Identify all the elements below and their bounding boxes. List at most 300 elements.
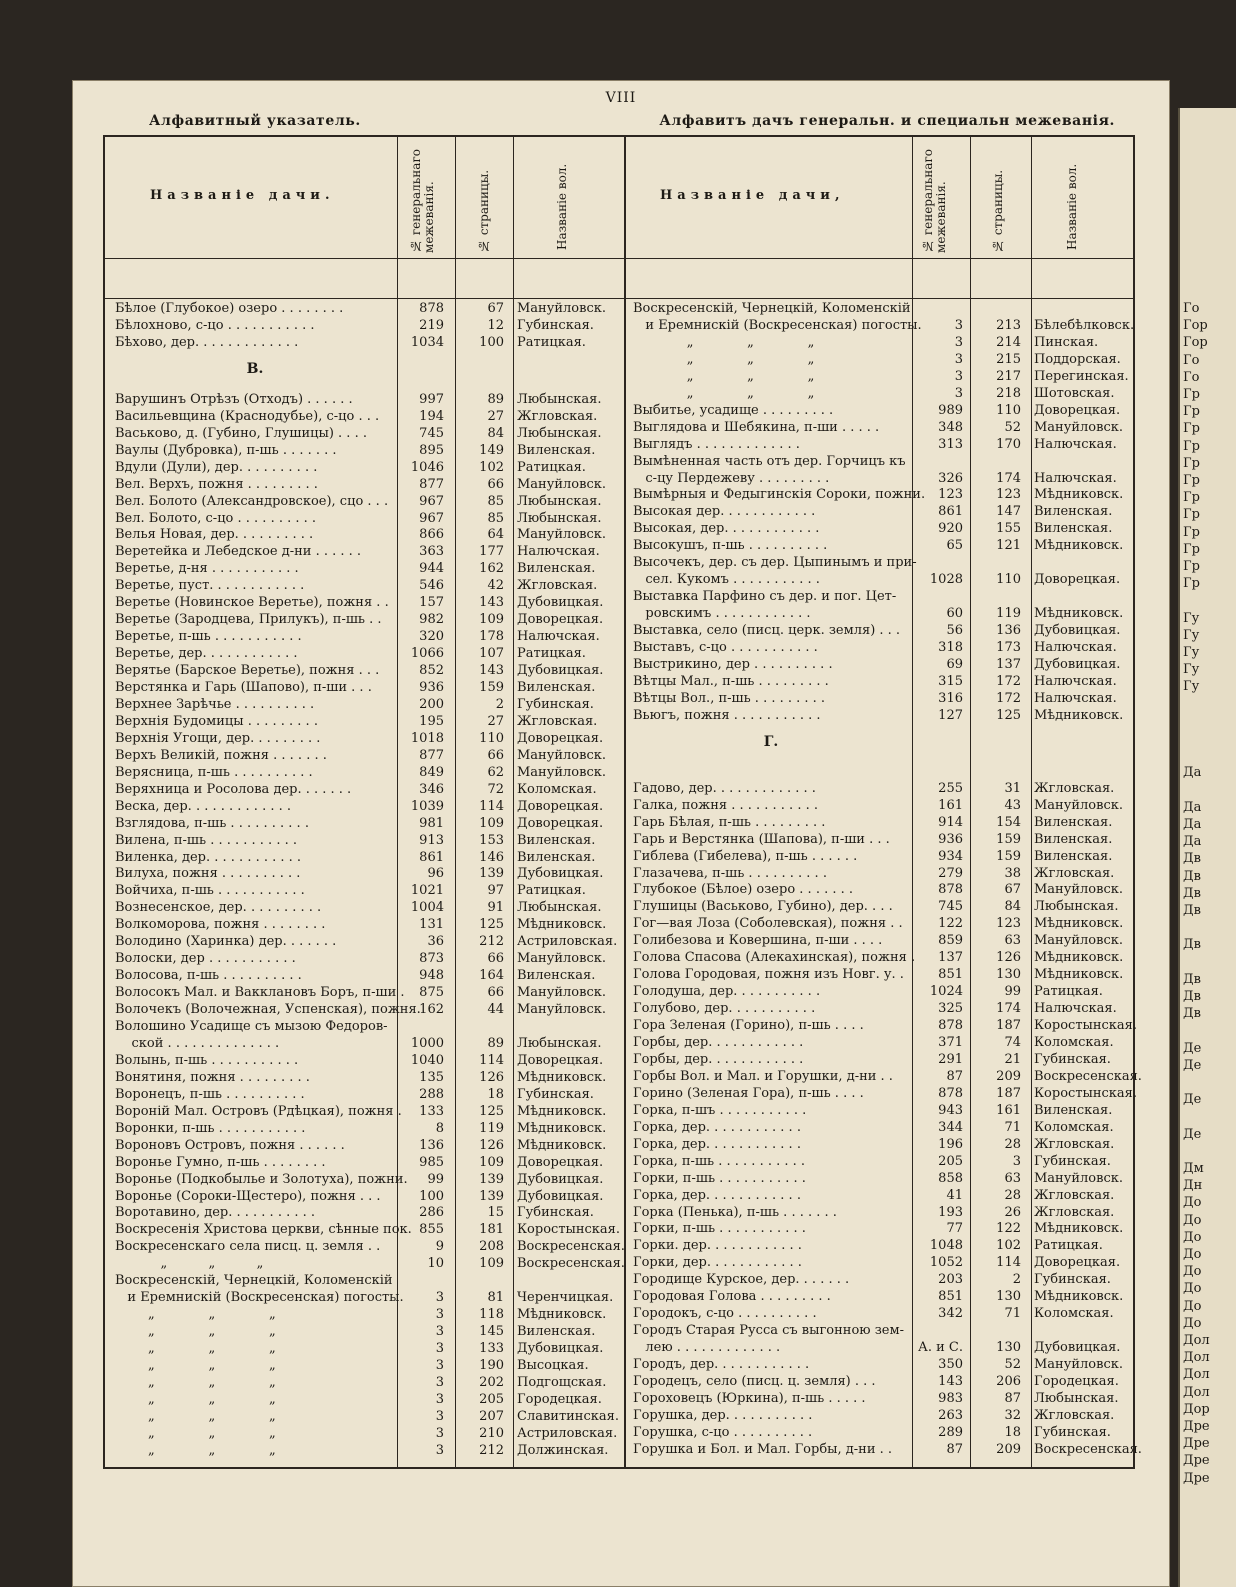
entry-name: сел. Кукомъ . . . . . . . . . . . xyxy=(633,572,820,588)
entry-page: 63 xyxy=(1004,933,1021,949)
entry-gen-mezh: 36 xyxy=(427,934,444,950)
entry-page: 159 xyxy=(996,831,1021,847)
adjacent-page-fragment: Да xyxy=(1183,765,1202,781)
entry-volost: Коломская. xyxy=(517,781,597,797)
entry-name: Выглядъ . . . . . . . . . . . . . xyxy=(633,436,800,452)
entry-volost: Налючская. xyxy=(1034,673,1117,689)
entry-gen-mezh: 967 xyxy=(419,493,444,509)
adjacent-page-fragment: Гу xyxy=(1183,679,1200,695)
entry-volost: Мѣдниковск. xyxy=(1034,1221,1124,1237)
entry-volost: Мѣдниковск. xyxy=(517,917,607,933)
entry-gen-mezh: 316 xyxy=(938,690,963,706)
adjacent-page-fragment: Де xyxy=(1183,1057,1202,1073)
entry-name: Васильевщина (Краснодубье), с-цо . . . xyxy=(115,408,380,424)
entry-volost: Виленская. xyxy=(1034,814,1113,830)
entry-gen-mezh: 983 xyxy=(938,1390,963,1406)
adjacent-page-fragment: Гр xyxy=(1183,541,1200,557)
entry-page: 170 xyxy=(996,436,1021,452)
entry-gen-mezh: 3 xyxy=(435,1341,444,1357)
entry-gen-mezh: 342 xyxy=(938,1306,963,1322)
entry-gen-mezh: 873 xyxy=(419,951,444,967)
entry-page: 32 xyxy=(1004,1407,1021,1423)
entry-volost: Жгловская. xyxy=(517,713,598,729)
entry-volost: Губинская. xyxy=(517,1205,594,1221)
entry-page: 208 xyxy=(479,1239,504,1255)
entry-volost: Налючская. xyxy=(1034,690,1117,706)
entry-name: Высокая, дер. . . . . . . . . . . . xyxy=(633,521,820,537)
entry-name: Горбы, дер. . . . . . . . . . . . xyxy=(633,1035,804,1050)
entry-gen-mezh: 989 xyxy=(938,402,963,418)
entry-volost: Должинская. xyxy=(517,1442,609,1458)
entry-name: Глушицы (Васьково, Губино), дер. . . . xyxy=(633,899,893,915)
entry-page: 26 xyxy=(1004,1204,1021,1220)
entry-name: Вороновъ Островъ, пожня . . . . . . xyxy=(115,1137,345,1153)
entry-page: 71 xyxy=(1004,1306,1021,1322)
entry-volost: Налючская. xyxy=(517,544,600,560)
entry-page: 161 xyxy=(996,1102,1021,1118)
entry-volost: Виленская. xyxy=(517,561,596,577)
entry-gen-mezh: 69 xyxy=(946,656,963,672)
entry-volost: Жгловская. xyxy=(517,408,598,424)
entry-page: 15 xyxy=(487,1205,504,1221)
entry-page: 136 xyxy=(996,623,1021,639)
entry-gen-mezh: 849 xyxy=(419,764,444,780)
entry-name: Вел. Болото, с-цо . . . . . . . . . . xyxy=(115,510,317,526)
entry-page: 38 xyxy=(1004,865,1021,881)
entry-volost: Жгловская. xyxy=(1034,1204,1115,1220)
entry-gen-mezh: 318 xyxy=(938,640,963,655)
entry-name: Верхъ Великій, пожня . . . . . . . xyxy=(115,747,327,763)
entry-name: Верясница, п-шь . . . . . . . . . . xyxy=(115,764,313,780)
adjacent-page-fragment: Дол xyxy=(1183,1367,1210,1383)
entry-volost: Перегинская. xyxy=(1034,368,1129,384)
entry-gen-mezh: 263 xyxy=(938,1407,963,1423)
entry-page: 139 xyxy=(479,1188,504,1204)
entry-name: Горка, п-шъ . . . . . . . . . . . xyxy=(633,1102,807,1118)
entry-page: 64 xyxy=(487,527,504,543)
entry-gen-mezh: 967 xyxy=(419,510,444,526)
col-divider xyxy=(912,135,913,1467)
entry-volost: Мануйловск. xyxy=(517,747,606,763)
entry-name: Горушка, с-цо . . . . . . . . . . xyxy=(633,1424,813,1440)
entry-gen-mezh: 60 xyxy=(946,606,963,622)
entry-volost: Ратицкая. xyxy=(1034,984,1103,1000)
entry-name: Веретье, пуст. . . . . . . . . . . . xyxy=(115,578,305,594)
entry-name: Голибезова и Ковершина, п-ши . . . . xyxy=(633,933,883,949)
entry-gen-mezh: 348 xyxy=(938,419,963,435)
entry-name: Гог—вая Лоза (Соболевская), пожня . . xyxy=(633,916,903,932)
entry-name: Верхнія Будомицы . . . . . . . . . xyxy=(115,713,318,729)
entry-gen-mezh: 56 xyxy=(946,623,963,639)
entry-page: 149 xyxy=(479,442,504,458)
adjacent-page-fragment: Го xyxy=(1183,369,1200,385)
entry-name: и Еремнискій (Воскресенская) погосты. xyxy=(115,1290,404,1306)
entry-gen-mezh: 1000 xyxy=(410,1035,444,1051)
entry-page: 66 xyxy=(487,985,504,1001)
entry-name: Воскресенскаго села писц. ц. земля . . xyxy=(115,1239,381,1255)
adjacent-page-fragment: До xyxy=(1183,1212,1202,1228)
entry-page: 66 xyxy=(487,476,504,492)
adjacent-page-fragment: Гр xyxy=(1183,576,1200,592)
adjacent-page-fragment: Дм xyxy=(1183,1161,1204,1176)
adjacent-page-fragment: Гр xyxy=(1183,473,1200,488)
adjacent-page-fragment: Дв xyxy=(1183,971,1201,987)
entry-volost: Налючская. xyxy=(1034,1001,1117,1017)
entry-volost: Мѣдниковск. xyxy=(1034,487,1124,503)
entry-volost: Мѣдниковск. xyxy=(1034,606,1124,622)
entry-name: Городище Курское, дер. . . . . . . xyxy=(633,1272,850,1288)
entry-page: 74 xyxy=(1004,1035,1021,1050)
adjacent-page-fragment: Дв xyxy=(1183,1006,1201,1022)
entry-name: Высокая дер. . . . . . . . . . . . xyxy=(633,504,816,520)
entry-volost: Жгловская. xyxy=(1034,1407,1115,1423)
entry-name: Горка, п-шь . . . . . . . . . . . xyxy=(633,1153,806,1169)
entry-volost: Мѣдниковск. xyxy=(517,1307,607,1323)
entry-gen-mezh: 948 xyxy=(419,968,444,984)
entry-volost: Мануйловск. xyxy=(1034,419,1123,435)
entry-volost: Мануйловск. xyxy=(1034,882,1123,898)
entry-name: Гарь Бѣлая, п-шь . . . . . . . . . xyxy=(633,814,826,830)
entry-name: Горка, дер. . . . . . . . . . . . xyxy=(633,1136,801,1152)
entry-gen-mezh: 895 xyxy=(419,442,444,458)
entry-page: 42 xyxy=(487,578,504,594)
entry-gen-mezh: 1018 xyxy=(410,730,444,746)
entry-page: 81 xyxy=(487,1290,504,1306)
col-divider xyxy=(970,135,971,1467)
entry-page: 146 xyxy=(479,849,504,865)
entry-gen-mezh: 157 xyxy=(419,595,444,611)
adjacent-page-fragment: Дол xyxy=(1183,1350,1210,1366)
entry-name: Горино (Зеленая Гора), п-шь . . . . xyxy=(633,1085,864,1101)
entry-page: 174 xyxy=(996,1001,1021,1017)
entry-gen-mezh: 162 xyxy=(419,1002,444,1018)
entry-name: „ „ „ xyxy=(115,1307,276,1323)
entry-name: Гора Зеленая (Горино), п-шь . . . . xyxy=(633,1018,864,1034)
entry-gen-mezh: 122 xyxy=(938,916,963,932)
entry-page: 110 xyxy=(996,572,1021,588)
entry-page: 130 xyxy=(996,967,1021,983)
entry-volost: Виленская. xyxy=(517,968,596,984)
adjacent-page-fragment: Дре xyxy=(1183,1453,1210,1469)
entry-volost: Мануйловск. xyxy=(1034,797,1123,813)
adjacent-page-fragment: Гр xyxy=(1183,524,1200,540)
adjacent-page-fragment: Гу xyxy=(1183,627,1200,643)
entry-volost: Любынская. xyxy=(517,391,602,407)
entry-volost: Любынская. xyxy=(517,900,602,916)
adjacent-page-fragment: Дре xyxy=(1183,1419,1210,1434)
entry-volost: Городецкая. xyxy=(1034,1374,1119,1389)
entry-volost: Мануйловск. xyxy=(517,1002,606,1018)
entry-page: 202 xyxy=(479,1374,504,1390)
entry-name: Верхнее Зарѣчье . . . . . . . . . . xyxy=(115,696,315,712)
entry-name: и Еремнискій (Воскресенская) погосты. xyxy=(633,317,922,333)
entry-name: Вороній Мал. Островъ (Рдѣцкая), пожня . xyxy=(115,1103,402,1119)
entry-page: 143 xyxy=(479,663,504,679)
entry-name: Горки. дер. . . . . . . . . . . . xyxy=(633,1238,802,1254)
entry-gen-mezh: 131 xyxy=(419,917,444,933)
entry-page: 44 xyxy=(487,1002,504,1018)
entry-gen-mezh: 135 xyxy=(419,1069,444,1085)
entry-page: 84 xyxy=(487,425,504,441)
entry-gen-mezh: 137 xyxy=(938,950,963,966)
entry-volost: Воскресенская. xyxy=(1034,1068,1142,1084)
entry-gen-mezh: 3 xyxy=(954,385,963,401)
entry-name: Вел. Верхъ, пожня . . . . . . . . . xyxy=(115,476,318,492)
adjacent-page-fragment: Гор xyxy=(1183,335,1208,351)
entry-gen-mezh: 878 xyxy=(938,882,963,898)
entry-page: 2 xyxy=(1012,1272,1021,1288)
entry-page: 97 xyxy=(487,883,504,899)
entry-name: Выбитье, усадище . . . . . . . . . xyxy=(633,402,834,418)
entry-volost: Дубовицкая. xyxy=(517,1171,604,1187)
entry-name: Горушка, дер. . . . . . . . . . . xyxy=(633,1407,813,1423)
entry-name: „ „ „ xyxy=(115,1374,276,1390)
entry-volost: Мѣдниковск. xyxy=(517,1137,607,1153)
entry-gen-mezh: 346 xyxy=(419,781,444,797)
entry-name: Горбы Вол. и Мал. и Горушки, д-ни . . xyxy=(633,1068,893,1084)
entry-gen-mezh: 914 xyxy=(938,814,963,830)
entry-volost: Губинская. xyxy=(1034,1272,1111,1288)
entry-volost: Дубовицкая. xyxy=(517,1188,604,1204)
entry-name: Воронецъ, п-шь . . . . . . . . . . xyxy=(115,1086,305,1102)
entry-gen-mezh: 1034 xyxy=(410,334,444,350)
entry-page: 137 xyxy=(996,656,1021,672)
entry-gen-mezh: 3 xyxy=(954,317,963,333)
entry-page: 21 xyxy=(1004,1051,1021,1067)
entry-name: Веретейка и Лебедское д-ни . . . . . . xyxy=(115,544,362,560)
entry-gen-mezh: А. и С. xyxy=(918,1340,963,1356)
entry-page: 109 xyxy=(479,815,504,831)
entry-gen-mezh: 203 xyxy=(938,1272,963,1288)
entry-volost: Виленская. xyxy=(517,680,596,695)
entry-name: Бѣхово, дер. . . . . . . . . . . . . xyxy=(115,334,299,350)
entry-volost: Виленская. xyxy=(517,832,596,848)
section-letter: Г. xyxy=(763,733,779,750)
entry-page: 154 xyxy=(996,814,1021,830)
col-divider xyxy=(513,135,514,1467)
adjacent-page-fragment: До xyxy=(1183,1281,1202,1297)
entry-name: Волошино Усадище съ мызою Федоров- xyxy=(115,1019,388,1034)
entry-page: 174 xyxy=(996,470,1021,486)
header-rule xyxy=(103,258,1133,259)
adjacent-page-fragment: До xyxy=(1183,1247,1202,1262)
entry-name: Вознесенское, дер. . . . . . . . . . xyxy=(115,900,322,916)
header-left: Алфавитный указатель. xyxy=(149,113,361,129)
adjacent-page-fragment: До xyxy=(1183,1229,1202,1245)
entry-volost: Городецкая. xyxy=(517,1391,602,1407)
entry-gen-mezh: 3 xyxy=(954,334,963,350)
entry-name: Горки, дер. . . . . . . . . . . . xyxy=(633,1255,802,1271)
entry-volost: Мануйловск. xyxy=(517,476,606,492)
entry-volost: Воскресенская. xyxy=(517,1239,625,1255)
adjacent-page-fragment: Гр xyxy=(1183,421,1200,437)
entry-volost: Мѣдниковск. xyxy=(1034,538,1124,554)
adjacent-page-fragment: До xyxy=(1183,1195,1202,1211)
entry-gen-mezh: 997 xyxy=(419,391,444,407)
col-header-name-right: Названіе дачи, xyxy=(660,188,845,203)
entry-gen-mezh: 852 xyxy=(419,663,444,679)
entry-page: 126 xyxy=(479,1137,504,1153)
adjacent-page-fragment: Дв xyxy=(1183,903,1201,918)
entry-gen-mezh: 291 xyxy=(938,1051,963,1067)
entry-volost: Дубовицкая. xyxy=(1034,1340,1121,1356)
entry-volost: Жгловская. xyxy=(1034,1136,1115,1152)
entry-gen-mezh: 858 xyxy=(938,1170,963,1186)
entry-gen-mezh: 878 xyxy=(938,1018,963,1034)
entry-page: 110 xyxy=(479,730,504,746)
entry-volost: Дубовицкая. xyxy=(1034,656,1121,672)
entry-gen-mezh: 195 xyxy=(419,713,444,729)
entry-gen-mezh: 1046 xyxy=(410,459,444,475)
entry-volost: Ратицкая. xyxy=(1034,1238,1103,1254)
entry-gen-mezh: 286 xyxy=(419,1205,444,1221)
entry-volost: Ратицкая. xyxy=(517,646,586,662)
entry-name: Вымѣненная часть отъ дер. Горчицъ къ xyxy=(633,453,906,469)
adjacent-page-fragment: Де xyxy=(1183,1126,1202,1142)
adjacent-page-fragment: Де xyxy=(1183,1040,1202,1056)
entry-volost: Мануйловск. xyxy=(1034,1170,1123,1186)
entry-name: Верятье (Барское Веретье), пожня . . . xyxy=(115,663,380,679)
adjacent-page-fragment: Дн xyxy=(1183,1178,1203,1194)
entry-volost: Виленская. xyxy=(517,849,596,865)
entry-name: Волкоморова, пожня . . . . . . . . xyxy=(115,917,326,933)
entry-gen-mezh: 859 xyxy=(938,933,963,949)
entry-page: 28 xyxy=(1004,1187,1021,1203)
entry-volost: Ратицкая. xyxy=(517,334,586,350)
entry-gen-mezh: 3 xyxy=(435,1324,444,1340)
entry-name: Горка (Пенька), п-шь . . . . . . . xyxy=(633,1204,837,1220)
entry-volost: Доворецкая. xyxy=(1034,572,1121,588)
adjacent-page-fragment: Гор xyxy=(1183,318,1208,334)
entry-volost: Мѣдниковск. xyxy=(1034,950,1124,966)
entry-name: Вдули (Дули), дер. . . . . . . . . . xyxy=(115,459,318,475)
entry-name: Верстянка и Гарь (Шапово), п-ши . . . xyxy=(115,680,372,695)
entry-volost: Губинская. xyxy=(517,317,594,333)
entry-gen-mezh: 143 xyxy=(938,1374,963,1389)
entry-gen-mezh: 87 xyxy=(946,1068,963,1084)
entry-gen-mezh: 87 xyxy=(946,1441,963,1457)
entry-name: Горка, дер. . . . . . . . . . . . xyxy=(633,1119,801,1135)
entry-page: 52 xyxy=(1004,1357,1021,1373)
entry-volost: Высоцкая. xyxy=(517,1358,589,1373)
entry-name: Верхнія Угощи, дер. . . . . . . . . xyxy=(115,730,321,746)
entry-gen-mezh: 205 xyxy=(938,1153,963,1169)
entry-gen-mezh: 866 xyxy=(419,527,444,543)
entry-page: 126 xyxy=(479,1069,504,1085)
entry-gen-mezh: 10 xyxy=(427,1256,444,1272)
adjacent-page-fragment: Дв xyxy=(1183,885,1201,901)
entry-name: Вилуха, пожня . . . . . . . . . . xyxy=(115,866,301,882)
entry-volost: Шотовская. xyxy=(1034,385,1115,401)
entry-page: 187 xyxy=(996,1085,1021,1101)
entry-volost: Доворецкая. xyxy=(517,1052,604,1068)
entry-name: Высочекъ, дер. съ дер. Цыпинымъ и при- xyxy=(633,555,917,571)
entry-gen-mezh: 855 xyxy=(419,1222,444,1238)
adjacent-page-fragment: Да xyxy=(1183,799,1202,815)
entry-volost: Мануйловск. xyxy=(517,764,606,780)
adjacent-page-fragment: Дв xyxy=(1183,989,1201,1004)
entry-name: „ „ „ xyxy=(115,1358,276,1373)
col-header-gen-mezh: № генеральнаго межеванія. xyxy=(409,149,436,253)
entry-page: 87 xyxy=(1004,1390,1021,1406)
entry-name: Городъ, дер. . . . . . . . . . . . xyxy=(633,1357,810,1373)
entry-gen-mezh: 288 xyxy=(419,1086,444,1102)
entry-name: „ „ „ xyxy=(633,385,815,401)
adjacent-page-fragment: Гр xyxy=(1183,559,1200,574)
entry-page: 218 xyxy=(996,385,1021,401)
entry-page: 123 xyxy=(996,916,1021,932)
header-rule-2 xyxy=(103,298,1133,299)
adjacent-page-fragment: Дол xyxy=(1183,1333,1210,1348)
adjacent-page-fragment: Го xyxy=(1183,352,1200,368)
entry-name: Вѣтцы Мал., п-шь . . . . . . . . . xyxy=(633,673,829,689)
entry-volost: Мѣдниковск. xyxy=(1034,1289,1124,1305)
entry-gen-mezh: 289 xyxy=(938,1424,963,1440)
entry-page: 190 xyxy=(479,1358,504,1373)
entry-name: Вонятиня, пожня . . . . . . . . . xyxy=(115,1069,310,1085)
entry-page: 139 xyxy=(479,866,504,882)
entry-gen-mezh: 861 xyxy=(938,504,963,520)
adjacent-page-fragment: Дол xyxy=(1183,1384,1210,1400)
adjacent-page-fragment: До xyxy=(1183,1298,1202,1314)
col-divider xyxy=(1031,135,1032,1467)
entry-page: 172 xyxy=(996,673,1021,689)
entry-volost: Коростынская. xyxy=(1034,1018,1138,1034)
entry-gen-mezh: 133 xyxy=(419,1103,444,1119)
entry-page: 206 xyxy=(996,1374,1021,1389)
entry-page: 66 xyxy=(487,747,504,763)
adjacent-page-fragment: Дре xyxy=(1183,1470,1210,1486)
entry-name: Выставъ, с-цо . . . . . . . . . . . xyxy=(633,640,818,655)
entry-page: 18 xyxy=(1004,1424,1021,1440)
entry-gen-mezh: 1040 xyxy=(410,1052,444,1068)
entry-name: Выставка, село (писц. церк. земля) . . . xyxy=(633,623,901,639)
entry-name: Глубокое (Бѣлое) озеро . . . . . . . xyxy=(633,882,854,898)
entry-volost: Налючская. xyxy=(1034,436,1117,452)
entry-gen-mezh: 350 xyxy=(938,1357,963,1373)
entry-page: 109 xyxy=(479,1256,504,1272)
adjacent-page-fragment: Гу xyxy=(1183,662,1200,678)
entry-volost: Черенчицкая. xyxy=(517,1290,614,1306)
entry-gen-mezh: 1039 xyxy=(410,798,444,814)
entry-volost: Губинская. xyxy=(517,1086,594,1102)
adjacent-page-fragment: До xyxy=(1183,1264,1202,1280)
entry-name: Вьюгъ, пожня . . . . . . . . . . . xyxy=(633,707,821,723)
entry-name: с-цу Пердежеву . . . . . . . . . xyxy=(633,470,830,486)
entry-gen-mezh: 219 xyxy=(419,317,444,333)
entry-page: 3 xyxy=(1012,1153,1021,1169)
entry-gen-mezh: 279 xyxy=(938,865,963,881)
entry-volost: Мануйловск. xyxy=(1034,933,1123,949)
adjacent-page-fragment: Гу xyxy=(1183,645,1200,660)
entry-gen-mezh: 982 xyxy=(419,612,444,628)
adjacent-page-fragment: Дор xyxy=(1183,1401,1210,1417)
entry-gen-mezh: 934 xyxy=(938,848,963,864)
entry-volost: Астриловская. xyxy=(517,934,618,950)
entry-volost: Виленская. xyxy=(1034,1102,1113,1118)
entry-gen-mezh: 255 xyxy=(938,780,963,796)
header-right: Алфавитъ дачъ генеральн. и специальн межеванія. xyxy=(659,113,1115,129)
entry-page: 114 xyxy=(479,798,504,814)
entry-page: 18 xyxy=(487,1086,504,1102)
entry-volost: Дубовицкая. xyxy=(517,866,604,882)
entry-page: 213 xyxy=(996,317,1021,333)
entry-name: Городъ Старая Русса съ выгонною зем- xyxy=(633,1323,905,1339)
entry-name: Глазачева, п-шь . . . . . . . . . . xyxy=(633,865,827,881)
entry-page: 85 xyxy=(487,493,504,509)
entry-gen-mezh: 985 xyxy=(419,1154,444,1170)
entry-page: 159 xyxy=(996,848,1021,864)
